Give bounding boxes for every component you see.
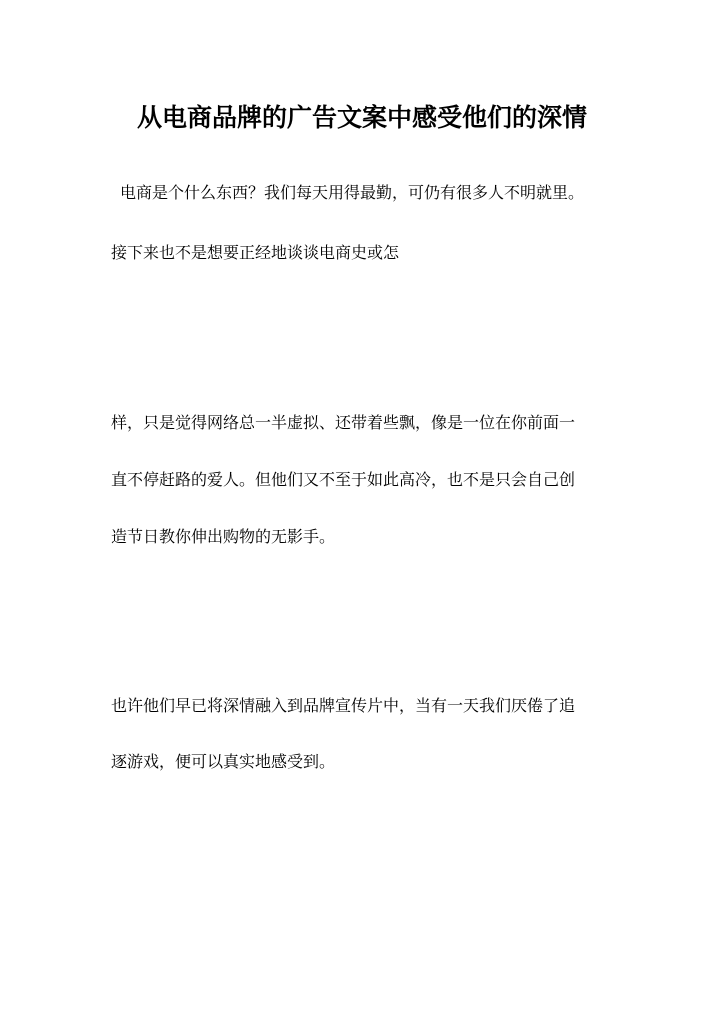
document-title: 从电商品牌的广告文案中感受他们的深情 [136,103,587,132]
paragraph-2-line-3: 造节日教你伸出购物的无影手。 [111,527,336,546]
paragraph-3-line-2: 逐游戏，便可以真实地感受到。 [111,752,336,771]
paragraph-3-line-1: 也许他们早已将深情融入到品牌宣传片中，当有一天我们厌倦了追 [111,696,576,715]
paragraph-2-line-1: 样，只是觉得网络总一半虚拟、还带着些飘，像是一位在你前面一 [111,413,576,432]
paragraph-2-line-2: 直不停赶路的爱人。但他们又不至于如此高冷，也不是只会自己创 [111,470,576,489]
paragraph-1-line-2: 接下来也不是想要正经地谈谈电商史或怎 [111,243,400,262]
paragraph-1-line-1: 电商是个什么东西？我们每天用得最勤，可仍有很多人不明就里。 [120,183,585,202]
